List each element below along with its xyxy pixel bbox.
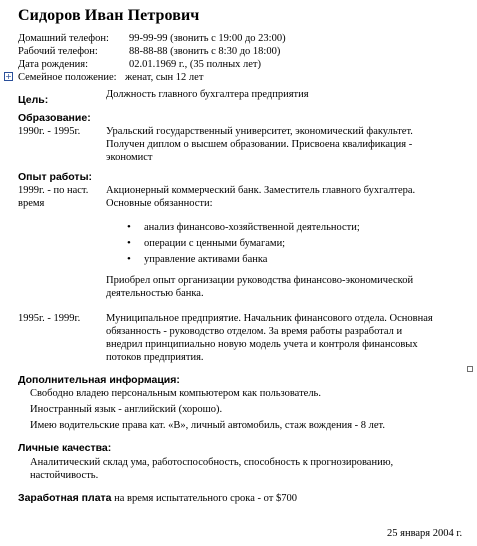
- additional-title: Дополнительная информация:: [18, 374, 180, 386]
- table-resize-handle-icon[interactable]: [467, 366, 473, 372]
- list-item: • управление активами банка: [127, 253, 447, 266]
- salary-label: Заработная плата: [18, 492, 112, 504]
- marital-status-value: женат, сын 12 лет: [125, 72, 204, 83]
- goal-text: Должность главного бухгалтера предприятия: [106, 89, 309, 100]
- salary-line: [18, 492, 297, 505]
- additional-item-3: Имею водительские права кат. «В», личный автомобиль, стаж вождения - 8 лет.: [30, 420, 385, 431]
- personal-text: Аналитический склад ума, работоспособность, способность к прогнозированию, настойчивость.: [30, 457, 394, 481]
- resume-date: 25 января 2004 г.: [387, 528, 463, 539]
- job-2-text: Муниципальное предприятие. Начальник финансового отдела. Основная обязанность - руководство отделом. За время работы разработал и внедрил принципиально новую модель учета и контроля финансовых потоков предприятия.: [106, 313, 433, 363]
- education-text: Уральский государственный университет, экономический факультет. Получен диплом о высшем образовании. Присвоена квалификация - экономист: [106, 126, 413, 163]
- birth-date-label: Дата рождения:: [18, 59, 89, 70]
- job-1-duties-list: [127, 221, 447, 266]
- work-phone-value: 88-88-88 (звонить с 8:30 до 18:00): [129, 46, 281, 57]
- job-2-period: 1995г. - 1999г.: [18, 313, 81, 324]
- list-item: • операции с ценными бумагами;: [127, 237, 447, 250]
- job-1-period: 1999г. - по наст. время: [18, 185, 89, 209]
- birth-date-value: 02.01.1969 г., (35 полных лет): [129, 59, 261, 70]
- additional-item-2: Иностранный язык - английский (хорошо).: [30, 404, 223, 415]
- home-phone-label: Домашний телефон:: [18, 33, 109, 44]
- table-move-handle-icon[interactable]: +: [5, 72, 12, 81]
- additional-item-1: Свободно владею персональным компьютером как пользователь.: [30, 388, 321, 399]
- job-1-intro: Акционерный коммерческий банк. Заместитель главного бухгалтера. Основные обязанности:: [106, 185, 416, 209]
- marital-status-label: Семейное положение:: [18, 72, 117, 83]
- goal-label: Цель:: [18, 94, 49, 106]
- resume-name: Сидоров Иван Петрович: [18, 7, 200, 24]
- list-item: • анализ финансово-хозяйственной деятельности;: [127, 221, 447, 234]
- education-period: 1990г. - 1995г.: [18, 126, 81, 137]
- experience-title: Опыт работы:: [18, 171, 93, 183]
- job-1-outro: Приобрел опыт организации руководства финансово-экономической деятельностью банка.: [106, 275, 414, 299]
- salary-text: на время испытательного срока - от $700: [114, 493, 297, 504]
- home-phone-value: 99-99-99 (звонить с 19:00 до 23:00): [129, 33, 286, 44]
- education-title: Образование:: [18, 112, 91, 124]
- work-phone-label: Рабочий телефон:: [18, 46, 98, 57]
- personal-title: Личные качества:: [18, 442, 112, 454]
